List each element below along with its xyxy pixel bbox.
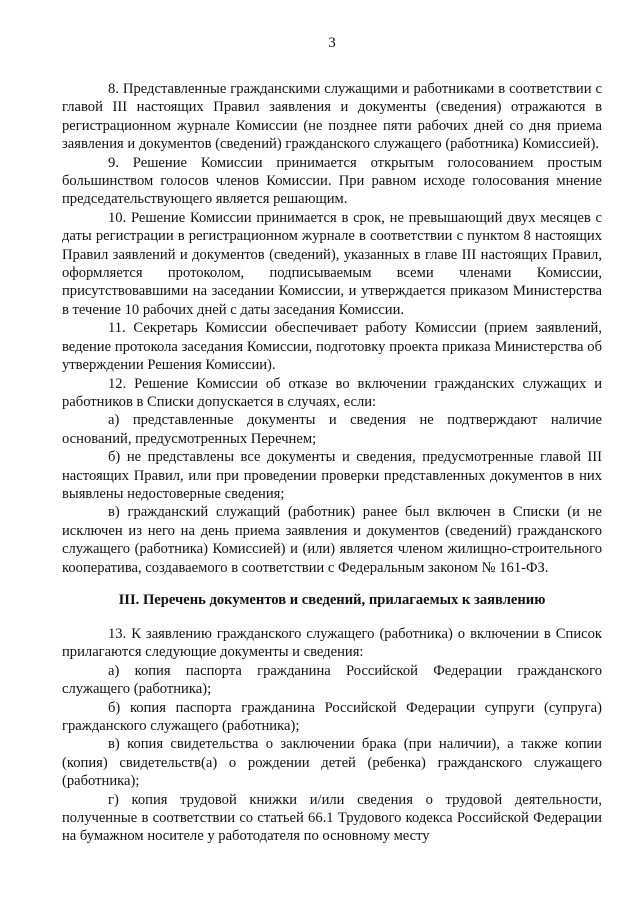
paragraph-13-d: г) копия трудовой книжки и/или сведения о трудовой деятельности, полученные в соответствии со статьей 66.1 Трудового кодекса Российской Федерации на бумажном носителе у работодателя по основному месту	[62, 791, 602, 845]
paragraph-12-b: б) не представлены все документы и сведения, предусмотренные главой III настоящих Правил, или при проведении проверки представленных документов в них выявлены недостоверные сведения;	[62, 449, 602, 502]
paragraph-13: 13. К заявлению гражданского служащего (работника) о включении в Список прилагаются следующие документы и сведения:	[62, 625, 602, 661]
paragraph-13-c: в) копия свидетельства о заключении брака (при наличии), а также копии (копия) свидетельств(а) о рождении детей (ребенка) гражданского служащего (работника);	[62, 736, 602, 790]
paragraph-11: 11. Секретарь Комиссии обеспечивает работу Комиссии (прием заявлений, ведение протокола заседания Комиссии, подготовку проекта приказа Министерства об утверждении Решения Комиссии).	[62, 320, 602, 374]
paragraph-13-a: а) копия паспорта гражданина Российской Федерации гражданского служащего (работника);	[62, 662, 602, 698]
paragraph-12-a: а) представленные документы и сведения не подтверждают наличие оснований, предусмотренных Перечнем;	[62, 412, 602, 447]
section-title: III. Перечень документов и сведений, прилагаемых к заявлению	[118, 591, 546, 608]
paragraph-13-b: б) копия паспорта гражданина Российской Федерации супруги (супруга) гражданского служащего (работника);	[62, 699, 602, 734]
page-number: 3	[328, 35, 336, 51]
paragraph-10: 10. Решение Комиссии принимается в срок, не превышающий двух месяцев с даты регистрации в регистрационном журнале в соответствии с пунктом 8 настоящих Правил заявлений и документов (сведений), указанных в главе III настоящих Правил, оформляется протоколом, подписываемым всеми членами Комиссии, присутствовавшими на заседании Комиссии, и утверждается приказом Министерства в течение 10 рабочих дней с даты заседания Комиссии.	[62, 209, 602, 318]
paragraph-12: 12. Решение Комиссии об отказе во включении гражданских служащих и работников в Списки допускается в случаях, если:	[62, 375, 602, 410]
paragraph-8: 8. Представленные гражданскими служащими и работниками в соответствии с главой III настоящих Правил заявления и документы (сведения) отражаются в регистрационном журнале Комиссии (не позднее пяти рабочих дней со дня приема заявления и документов (сведений) гражданского служащего (работника) Комиссией).	[62, 81, 602, 153]
paragraph-12-c: в) гражданский служащий (работник) ранее был включен в Списки (и не исключен из него на день приема заявления и документов (сведений) гражданского служащего (работника) Комиссией) и (или) является членом жилищно-строительного кооператива, создаваемого в соответствии с Федеральным законом № 161-ФЗ.	[62, 504, 602, 576]
paragraph-9: 9. Решение Комиссии принимается открытым голосованием простым большинством голосов членов Комиссии. При равном исходе голосования мнение председательствующего является решающим.	[62, 154, 602, 208]
rules-section-3	[62, 625, 602, 846]
rules-section-2-continued	[62, 80, 602, 577]
